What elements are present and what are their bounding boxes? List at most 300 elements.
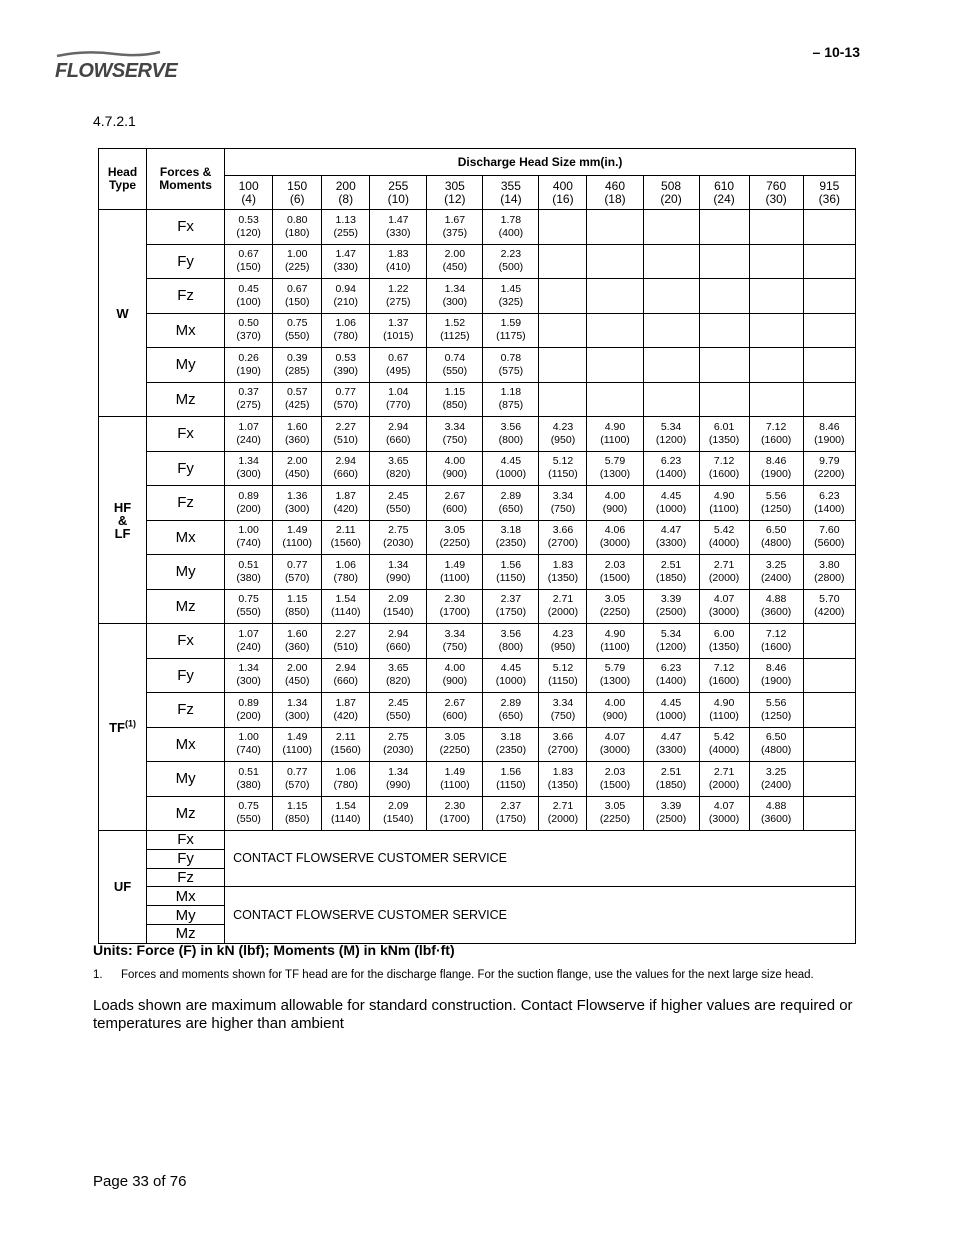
load-value-cell — [225, 589, 273, 624]
load-value-cell — [483, 417, 539, 452]
si-value: 1.60 — [286, 627, 308, 640]
load-value-cell — [483, 520, 539, 555]
table-row — [99, 486, 856, 521]
load-value-cell — [273, 486, 322, 521]
si-value: 1.22 — [388, 282, 409, 295]
load-value-cell — [322, 520, 370, 555]
imperial-value: (740) — [236, 537, 261, 550]
imperial-value: (1000) — [495, 468, 527, 481]
head-type-name-line: & — [117, 512, 128, 528]
imperial-value: (780) — [333, 330, 358, 343]
load-value-cell — [322, 451, 370, 486]
imperial-value: (2400) — [760, 778, 792, 791]
load-value-cell — [749, 555, 803, 590]
si-value: 2.00 — [286, 455, 308, 468]
imperial-value: (550) — [386, 502, 411, 515]
size-header — [643, 176, 699, 210]
load-value-cell — [643, 382, 699, 417]
load-value-cell — [370, 451, 427, 486]
imperial-value: (2030) — [383, 744, 414, 757]
load-value-cell — [483, 555, 539, 590]
load-value-cell — [587, 624, 643, 659]
load-value-cell — [587, 658, 643, 693]
head-type-cell: UF — [99, 831, 147, 944]
imperial-value: (300) — [284, 709, 310, 722]
imperial-value: (1700) — [439, 606, 471, 619]
si-value: 7.12 — [713, 662, 735, 675]
units-note: Units: Force (F) in kN (lbf); Moments (M) in kNm (lbf·ft) — [93, 942, 455, 958]
si-value: 1.34 — [286, 696, 308, 709]
load-value-cell — [225, 658, 273, 693]
si-value: 2.71 — [552, 800, 574, 813]
si-value: 1.34 — [238, 662, 259, 675]
load-value-cell — [370, 693, 427, 728]
imperial-value: (875) — [498, 399, 524, 412]
si-value: 3.39 — [660, 800, 682, 813]
imperial-value: (570) — [284, 778, 310, 791]
imperial-value: (2000) — [547, 813, 579, 826]
load-value-cell — [539, 555, 587, 590]
load-value-cell — [539, 382, 587, 417]
table-row — [99, 313, 856, 348]
si-value: 1.49 — [286, 524, 308, 537]
imperial-value: (240) — [236, 640, 261, 653]
si-value: 7.12 — [713, 455, 735, 468]
imperial-value: (420) — [333, 709, 358, 722]
load-value-cell — [225, 279, 273, 314]
si-value: 3.34 — [552, 696, 574, 709]
si-value: 2.30 — [444, 593, 466, 606]
force-moment-label: Mz — [147, 589, 225, 624]
imperial-value: (2250) — [439, 744, 471, 757]
imperial-value: (950) — [550, 433, 576, 446]
load-value-cell — [370, 658, 427, 693]
load-value-cell — [539, 244, 587, 279]
imperial-value: (570) — [284, 571, 310, 584]
force-moment-label: Fx — [147, 624, 225, 659]
imperial-value: (225) — [284, 261, 310, 274]
si-value: 0.77 — [335, 386, 356, 399]
size-mm: 760 — [766, 178, 787, 193]
imperial-value: (370) — [236, 330, 261, 343]
load-value-cell — [749, 348, 803, 383]
size-in: (20) — [660, 191, 682, 206]
si-value: 4.00 — [604, 696, 626, 709]
imperial-value: (1000) — [495, 675, 527, 688]
imperial-value: (800) — [498, 640, 524, 653]
load-value-cell — [643, 244, 699, 279]
si-value: 2.71 — [552, 593, 574, 606]
load-value-cell — [539, 348, 587, 383]
load-value-cell — [483, 693, 539, 728]
si-value: 1.06 — [335, 558, 356, 571]
imperial-value: (1850) — [655, 778, 687, 791]
table-row — [99, 693, 856, 728]
load-value-cell — [803, 348, 855, 383]
si-value: 3.34 — [444, 420, 466, 433]
force-moment-label: Fy — [147, 849, 225, 868]
load-value-cell — [370, 520, 427, 555]
si-value: 0.50 — [238, 317, 259, 330]
si-value: 3.05 — [444, 731, 466, 744]
load-value-cell — [225, 762, 273, 797]
load-value-cell — [225, 210, 273, 245]
si-value: 0.89 — [238, 489, 259, 502]
imperial-value: (285) — [284, 364, 310, 377]
load-value-cell — [699, 762, 749, 797]
size-header — [539, 176, 587, 210]
force-moment-label: Fz — [147, 279, 225, 314]
load-value-cell — [749, 451, 803, 486]
imperial-value: (950) — [550, 640, 576, 653]
load-value-cell — [587, 313, 643, 348]
si-value: 8.46 — [819, 420, 840, 433]
si-value: 2.94 — [335, 455, 356, 468]
si-value: 5.79 — [604, 455, 626, 468]
si-value: 0.75 — [238, 800, 259, 813]
si-value: 1.54 — [335, 800, 356, 813]
imperial-value: (1400) — [655, 468, 687, 481]
document-reference: – 10-13 — [812, 44, 860, 60]
si-value: 3.05 — [604, 800, 626, 813]
load-value-cell — [322, 279, 370, 314]
imperial-value: (900) — [602, 502, 628, 515]
imperial-value: (1000) — [655, 502, 687, 515]
imperial-value: (1100) — [709, 502, 739, 515]
si-value: 0.51 — [238, 765, 259, 778]
si-value: 1.34 — [238, 455, 259, 468]
si-value: 4.07 — [713, 593, 735, 606]
load-value-cell — [370, 210, 427, 245]
load-value-cell — [273, 589, 322, 624]
imperial-value: (2030) — [383, 537, 414, 550]
imperial-value: (1600) — [708, 468, 740, 481]
load-value-cell — [587, 555, 643, 590]
load-value-cell — [483, 727, 539, 762]
si-value: 0.57 — [286, 386, 308, 399]
imperial-value: (575) — [498, 364, 524, 377]
imperial-value: (510) — [333, 433, 358, 446]
load-value-cell — [749, 210, 803, 245]
table-row — [99, 658, 856, 693]
size-mm: 150 — [287, 178, 308, 193]
si-value: 1.06 — [335, 317, 356, 330]
si-value: 0.45 — [238, 282, 259, 295]
si-value: 7.60 — [819, 524, 840, 537]
si-value: 2.71 — [713, 558, 735, 571]
load-value-cell — [273, 244, 322, 279]
load-value-cell — [699, 313, 749, 348]
imperial-value: (360) — [284, 433, 310, 446]
imperial-value: (330) — [333, 261, 358, 274]
load-value-cell — [273, 313, 322, 348]
load-value-cell — [643, 520, 699, 555]
load-value-cell — [427, 520, 483, 555]
imperial-value: (1100) — [709, 709, 739, 722]
size-mm: 460 — [604, 178, 625, 193]
si-value: 3.66 — [552, 731, 574, 744]
imperial-value: (200) — [236, 502, 261, 515]
imperial-value: (3600) — [760, 813, 792, 826]
imperial-value: (1560) — [330, 537, 361, 550]
si-value: 1.06 — [335, 765, 356, 778]
si-value: 3.66 — [552, 524, 574, 537]
load-value-cell — [483, 486, 539, 521]
size-header — [587, 176, 643, 210]
si-value: 3.34 — [444, 627, 466, 640]
si-value: 2.09 — [388, 593, 409, 606]
imperial-value: (1175) — [496, 330, 526, 343]
imperial-value: (390) — [333, 364, 358, 377]
footnote-number: 1. — [93, 969, 103, 981]
load-value-cell — [587, 210, 643, 245]
si-value: 7.12 — [765, 627, 787, 640]
load-value-cell — [273, 382, 322, 417]
load-value-cell — [427, 210, 483, 245]
si-value: 9.79 — [819, 455, 840, 468]
load-value-cell — [273, 762, 322, 797]
load-value-cell — [427, 382, 483, 417]
imperial-value: (750) — [550, 709, 576, 722]
si-value: 7.12 — [765, 420, 787, 433]
si-value: 2.37 — [500, 800, 522, 813]
si-value: 6.23 — [660, 455, 682, 468]
load-value-cell — [803, 451, 855, 486]
imperial-value: (660) — [386, 640, 411, 653]
si-value: 2.51 — [660, 558, 682, 571]
si-value: 2.00 — [444, 248, 466, 261]
si-value: 3.18 — [500, 524, 522, 537]
si-value: 4.90 — [713, 696, 735, 709]
force-moment-label: My — [147, 906, 225, 925]
imperial-value: (1400) — [814, 502, 845, 515]
imperial-value: (190) — [236, 364, 261, 377]
table-row — [99, 451, 856, 486]
size-header — [483, 176, 539, 210]
load-value-cell — [803, 796, 855, 831]
load-value-cell — [539, 624, 587, 659]
si-value: 2.94 — [388, 627, 409, 640]
load-value-cell — [322, 762, 370, 797]
imperial-value: (275) — [236, 399, 261, 412]
force-moment-label: My — [147, 555, 225, 590]
head-type-header: Head Type — [99, 149, 147, 210]
load-value-cell — [427, 658, 483, 693]
load-value-cell — [643, 693, 699, 728]
load-value-cell — [643, 279, 699, 314]
load-value-cell — [273, 210, 322, 245]
si-value: 3.18 — [500, 731, 522, 744]
si-value: 1.04 — [388, 386, 409, 399]
load-value-cell — [749, 762, 803, 797]
force-moment-label: Fy — [147, 451, 225, 486]
imperial-value: (850) — [284, 606, 310, 619]
head-type-name: W — [116, 305, 129, 321]
imperial-value: (2400) — [760, 571, 792, 584]
imperial-value: (375) — [442, 226, 468, 239]
imperial-value: (1000) — [655, 709, 687, 722]
table-row — [99, 727, 856, 762]
si-value: 1.60 — [286, 420, 308, 433]
si-value: 4.45 — [500, 662, 522, 675]
imperial-value: (1100) — [600, 640, 630, 653]
load-value-cell — [699, 520, 749, 555]
head-type-name: TF — [109, 719, 125, 735]
load-value-cell — [539, 727, 587, 762]
si-value: 4.88 — [765, 593, 787, 606]
imperial-value: (5600) — [814, 537, 845, 550]
imperial-value: (1500) — [599, 571, 631, 584]
si-value: 1.00 — [238, 524, 259, 537]
imperial-value: (550) — [236, 813, 261, 826]
load-value-cell — [803, 520, 855, 555]
imperial-value: (255) — [333, 226, 358, 239]
size-mm: 100 — [238, 178, 259, 193]
size-in: (18) — [604, 191, 626, 206]
load-value-cell — [699, 417, 749, 452]
size-in: (10) — [387, 191, 409, 206]
si-value: 1.54 — [335, 593, 356, 606]
load-value-cell — [587, 486, 643, 521]
load-value-cell — [587, 348, 643, 383]
load-value-cell — [225, 313, 273, 348]
si-value: 2.27 — [335, 627, 356, 640]
load-value-cell — [225, 727, 273, 762]
load-value-cell — [643, 486, 699, 521]
flowserve-logo — [55, 50, 178, 90]
imperial-value: (850) — [284, 813, 310, 826]
load-value-cell — [643, 555, 699, 590]
imperial-value: (1750) — [495, 606, 527, 619]
si-value: 5.34 — [660, 420, 682, 433]
imperial-value: (550) — [236, 606, 261, 619]
load-value-cell — [427, 417, 483, 452]
imperial-value: (600) — [442, 502, 468, 515]
imperial-value: (4800) — [760, 537, 792, 550]
imperial-value: (330) — [386, 226, 411, 239]
imperial-value: (1150) — [496, 571, 526, 584]
load-value-cell — [273, 555, 322, 590]
load-value-cell — [699, 451, 749, 486]
load-value-cell — [643, 210, 699, 245]
si-value: 0.67 — [238, 248, 259, 261]
nozzle-loads-table — [98, 148, 856, 944]
load-value-cell — [370, 796, 427, 831]
si-value: 2.67 — [444, 696, 466, 709]
load-value-cell — [370, 555, 427, 590]
imperial-value: (1250) — [760, 502, 792, 515]
imperial-value: (1100) — [600, 433, 630, 446]
imperial-value: (500) — [498, 261, 524, 274]
imperial-value: (2250) — [599, 606, 631, 619]
imperial-value: (510) — [333, 640, 358, 653]
si-value: 4.07 — [713, 800, 735, 813]
load-value-cell — [483, 796, 539, 831]
imperial-value: (3000) — [599, 537, 631, 550]
imperial-value: (1350) — [547, 778, 579, 791]
si-value: 2.45 — [388, 696, 409, 709]
si-value: 4.23 — [552, 420, 574, 433]
si-value: 2.11 — [335, 524, 356, 537]
si-value: 0.53 — [335, 351, 356, 364]
si-value: 4.90 — [604, 420, 626, 433]
imperial-value: (100) — [236, 295, 261, 308]
imperial-value: (660) — [386, 433, 411, 446]
load-value-cell — [322, 727, 370, 762]
load-value-cell — [643, 762, 699, 797]
si-value: 2.03 — [604, 558, 626, 571]
imperial-value: (4000) — [708, 537, 740, 550]
imperial-value: (380) — [236, 571, 261, 584]
load-value-cell — [483, 658, 539, 693]
si-value: 0.39 — [286, 351, 308, 364]
imperial-value: (2700) — [547, 744, 579, 757]
load-value-cell — [699, 279, 749, 314]
load-value-cell — [483, 451, 539, 486]
load-value-cell — [587, 279, 643, 314]
load-value-cell — [483, 348, 539, 383]
si-value: 4.00 — [444, 662, 466, 675]
si-value: 0.51 — [238, 558, 259, 571]
load-value-cell — [273, 520, 322, 555]
imperial-value: (1350) — [547, 571, 579, 584]
table-row — [99, 210, 856, 245]
load-value-cell — [803, 693, 855, 728]
force-moment-label: Fz — [147, 868, 225, 887]
imperial-value: (1100) — [440, 778, 470, 791]
imperial-value: (1150) — [496, 778, 526, 791]
size-header — [749, 176, 803, 210]
imperial-value: (1015) — [383, 330, 414, 343]
imperial-value: (325) — [498, 295, 524, 308]
si-value: 4.45 — [660, 489, 682, 502]
si-value: 2.11 — [335, 731, 356, 744]
load-value-cell — [273, 348, 322, 383]
load-value-cell — [273, 796, 322, 831]
si-value: 5.42 — [713, 524, 735, 537]
imperial-value: (425) — [284, 399, 310, 412]
force-moment-label: My — [147, 348, 225, 383]
si-value: 4.00 — [444, 455, 466, 468]
load-value-cell — [322, 658, 370, 693]
si-value: 1.56 — [500, 765, 522, 778]
footnote-ref: (1) — [124, 718, 136, 729]
imperial-value: (740) — [236, 744, 261, 757]
load-value-cell — [322, 486, 370, 521]
si-value: 2.94 — [335, 662, 356, 675]
si-value: 2.00 — [286, 662, 308, 675]
size-in: (16) — [552, 191, 574, 206]
imperial-value: (2500) — [655, 813, 687, 826]
si-value: 2.89 — [500, 489, 522, 502]
load-value-cell — [539, 313, 587, 348]
si-value: 0.89 — [238, 696, 259, 709]
imperial-value: (1600) — [760, 433, 792, 446]
load-value-cell — [699, 624, 749, 659]
load-value-cell — [539, 451, 587, 486]
load-value-cell — [587, 762, 643, 797]
imperial-value: (550) — [386, 709, 411, 722]
imperial-value: (450) — [284, 468, 310, 481]
size-mm: 355 — [500, 178, 521, 193]
load-value-cell — [803, 417, 855, 452]
load-value-cell — [803, 486, 855, 521]
load-value-cell — [643, 417, 699, 452]
si-value: 0.26 — [238, 351, 259, 364]
si-value: 1.00 — [286, 248, 308, 261]
si-value: 0.78 — [500, 351, 522, 364]
si-value: 1.45 — [500, 282, 522, 295]
